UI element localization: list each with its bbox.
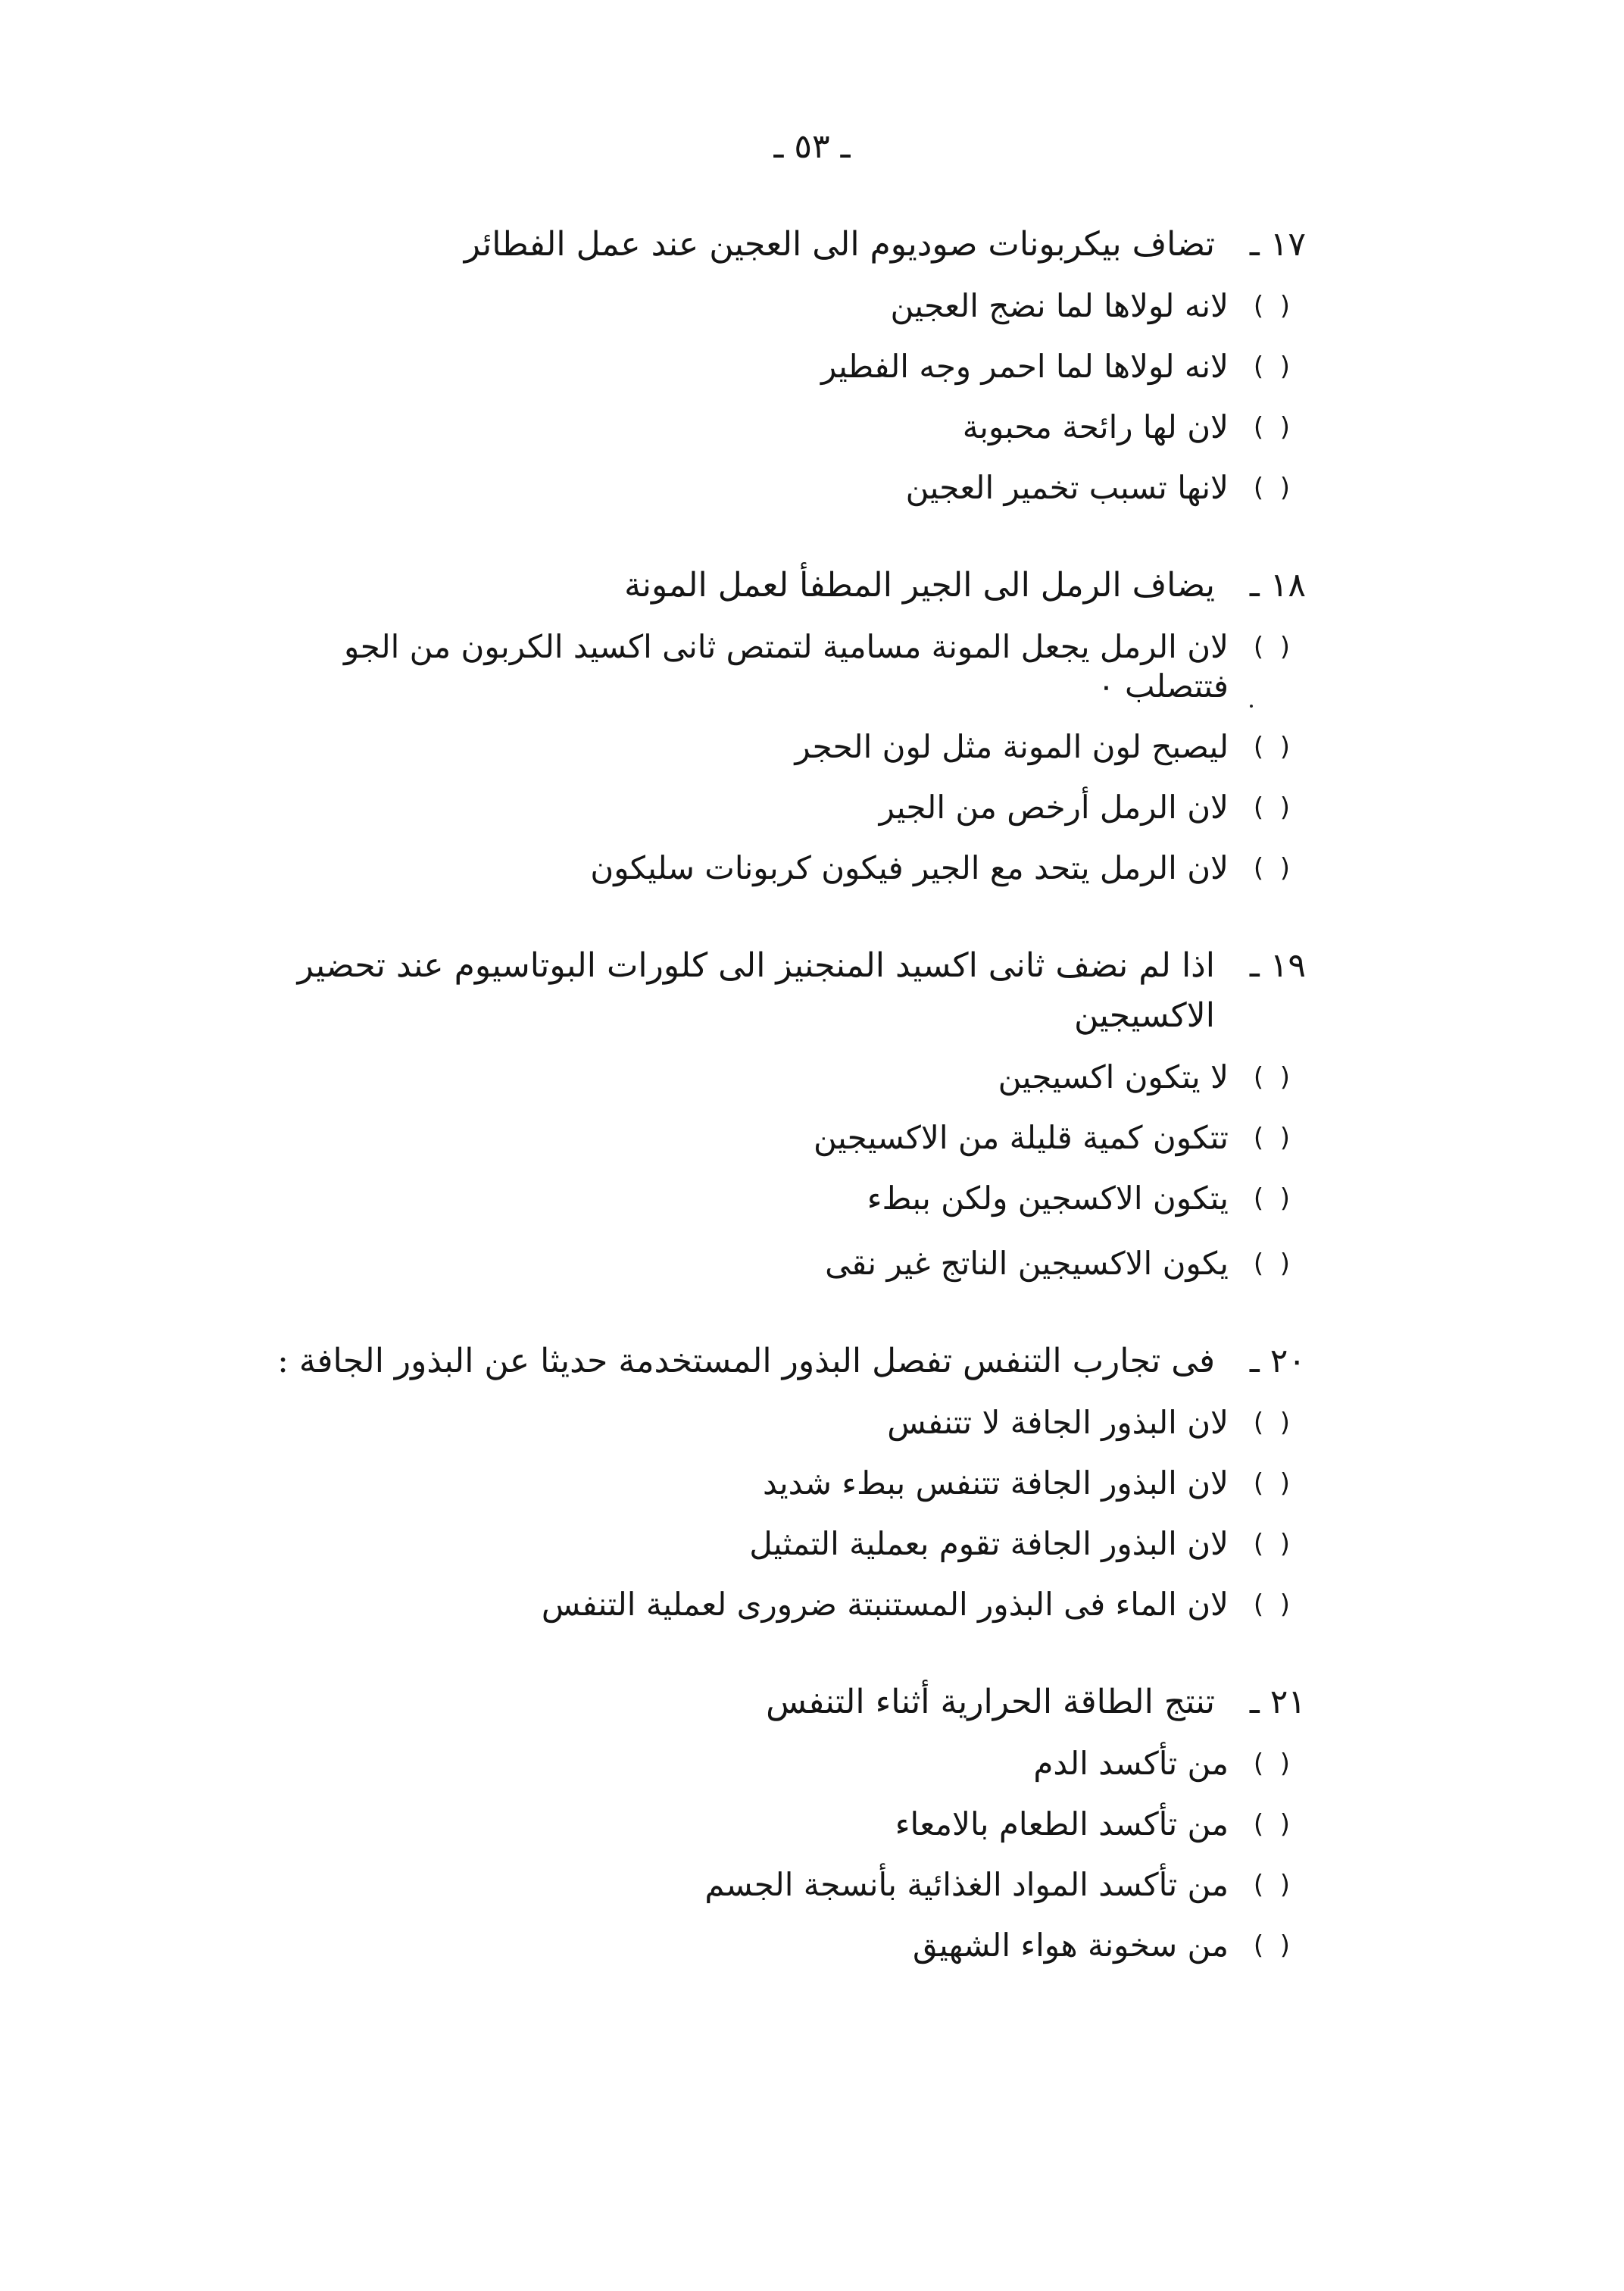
answer-checkbox[interactable]: ( ) — [1253, 1529, 1291, 1559]
answer-checkbox[interactable]: ( ) — [1253, 473, 1291, 503]
answer-option — [250, 849, 1298, 888]
answer-checkbox[interactable]: ( ) — [1253, 1123, 1291, 1153]
question-number: ١٩ ـ — [1249, 946, 1306, 985]
answer-checkbox[interactable]: ( ) — [1253, 1062, 1291, 1092]
answer-checkbox[interactable]: ( ) — [1253, 1870, 1291, 1900]
answer-checkbox[interactable]: ( ) — [1253, 352, 1291, 382]
answer-text: لان البذور الجافة تقوم بعملية التمثيل — [749, 1525, 1229, 1562]
question-stem — [250, 561, 1306, 611]
answer-option — [250, 727, 1298, 767]
answer-checkbox[interactable]: ( ) — [1253, 1809, 1291, 1839]
answer-text: لان الرمل يجعل المونة مسامية لتمتص ثانى اكسيد الكربون من الجو فتتصلب ٠ — [344, 628, 1229, 705]
answer-checkbox[interactable]: ( ) — [1253, 1468, 1291, 1499]
answer-text: لان الرمل أرخص من الجير — [879, 789, 1229, 826]
answer-option — [250, 1179, 1298, 1218]
answer-option — [250, 1926, 1298, 1965]
answer-text: من تأكسد الطعام بالامعاء — [895, 1805, 1229, 1842]
question-number: ٢١ ـ — [1249, 1683, 1306, 1721]
question-text: اذا لم نضف ثانى اكسيد المنجنيز الى كلورات البوتاسيوم عند تحضير الاكسيجين — [297, 946, 1215, 1035]
question-stem — [250, 1677, 1306, 1727]
question-stem — [250, 941, 1306, 1041]
answer-checkbox[interactable]: ( ) — [1253, 1249, 1291, 1279]
question-19 — [250, 941, 1306, 1283]
answer-text: لان الرمل يتحد مع الجير فيكون كربونات سليكون — [590, 849, 1229, 886]
questions-list — [250, 220, 1306, 2018]
answer-options — [250, 1403, 1306, 1624]
answer-checkbox[interactable]: ( ) — [1253, 412, 1291, 442]
question-stem — [250, 1336, 1306, 1386]
answer-text: لان لها رائحة محبوبة — [962, 408, 1229, 445]
answer-options — [250, 1058, 1306, 1283]
answer-options — [250, 627, 1306, 888]
answer-text: يتكون الاكسجين ولكن ببطء — [867, 1180, 1229, 1217]
answer-option — [250, 1403, 1298, 1442]
answer-checkbox[interactable]: ( ) — [1253, 1749, 1291, 1779]
question-17 — [250, 220, 1306, 508]
question-number: ١٧ ـ — [1249, 225, 1306, 264]
answer-option — [250, 468, 1298, 508]
question-21 — [250, 1677, 1306, 1965]
answer-options — [250, 1744, 1306, 1965]
answer-text: لان البذور الجافة تتنفس ببطء شديد — [762, 1464, 1229, 1502]
question-number: ١٨ ـ — [1249, 566, 1306, 605]
answer-option — [250, 1118, 1298, 1158]
answer-checkbox[interactable]: ( ) — [1253, 853, 1291, 883]
answer-text: من تأكسد الدم — [1033, 1745, 1229, 1782]
answer-option — [250, 1585, 1298, 1624]
question-stem — [250, 220, 1306, 270]
answer-option — [250, 408, 1298, 447]
answer-checkbox[interactable]: ( ) — [1253, 1408, 1291, 1438]
answer-option — [250, 1464, 1298, 1503]
answer-text: لان البذور الجافة لا تتنفس — [887, 1404, 1229, 1441]
answer-text: لا يتكون اكسيجين — [998, 1058, 1229, 1095]
answer-checkbox[interactable]: ( ) — [1253, 792, 1291, 823]
answer-option — [250, 1244, 1298, 1283]
question-20 — [250, 1336, 1306, 1624]
answer-checkbox[interactable]: ( ) — [1253, 291, 1291, 321]
answer-option — [250, 1524, 1298, 1564]
answer-option — [250, 286, 1298, 326]
answer-text: من سخونة هواء الشهيق — [913, 1927, 1229, 1964]
answer-text: لانها تسبب تخمير العجين — [905, 469, 1229, 506]
question-18 — [250, 561, 1306, 888]
answer-text: يكون الاكسيجين الناتج غير نقى — [825, 1245, 1229, 1282]
answer-options — [250, 286, 1306, 508]
answer-option — [250, 1805, 1298, 1844]
answer-checkbox[interactable]: ( ) — [1253, 1589, 1291, 1620]
question-text: يضاف الرمل الى الجير المطفأ لعمل المونة — [624, 566, 1215, 605]
answer-option — [250, 347, 1298, 386]
answer-text: تتكون كمية قليلة من الاكسيجين — [813, 1119, 1229, 1156]
answer-checkbox[interactable]: ( ) — [1253, 732, 1291, 762]
answer-option — [250, 1865, 1298, 1905]
answer-option — [250, 627, 1298, 706]
answer-text: من تأكسد المواد الغذائية بأنسجة الجسم — [704, 1866, 1229, 1903]
answer-checkbox[interactable]: ( ) — [1253, 1930, 1291, 1961]
answer-checkbox[interactable]: ( ) — [1253, 1183, 1291, 1214]
answer-option — [250, 1744, 1298, 1783]
question-text: فى تجارب التنفس تفصل البذور المستخدمة حديثا عن البذور الجافة : — [277, 1342, 1215, 1380]
question-number: ٢٠ ـ — [1249, 1342, 1306, 1380]
question-text: تضاف بيكربونات صوديوم الى العجين عند عمل الفطائر — [464, 225, 1215, 264]
question-text: تنتج الطاقة الحرارية أثناء التنفس — [766, 1683, 1215, 1721]
answer-text: لانه لولاها لما احمر وجه الفطير — [820, 348, 1229, 385]
answer-option — [250, 1058, 1298, 1097]
answer-text: ليصبح لون المونة مثل لون الحجر — [795, 728, 1229, 765]
answer-text: لان الماء فى البذور المستنبتة ضرورى لعملية التنفس — [541, 1586, 1229, 1623]
answer-checkbox[interactable]: ( ) — [1253, 632, 1291, 662]
answer-option — [250, 788, 1298, 827]
page-number: ـ ٥٣ ـ — [773, 127, 851, 166]
answer-text: لانه لولاها لما نضج العجين — [890, 287, 1229, 324]
